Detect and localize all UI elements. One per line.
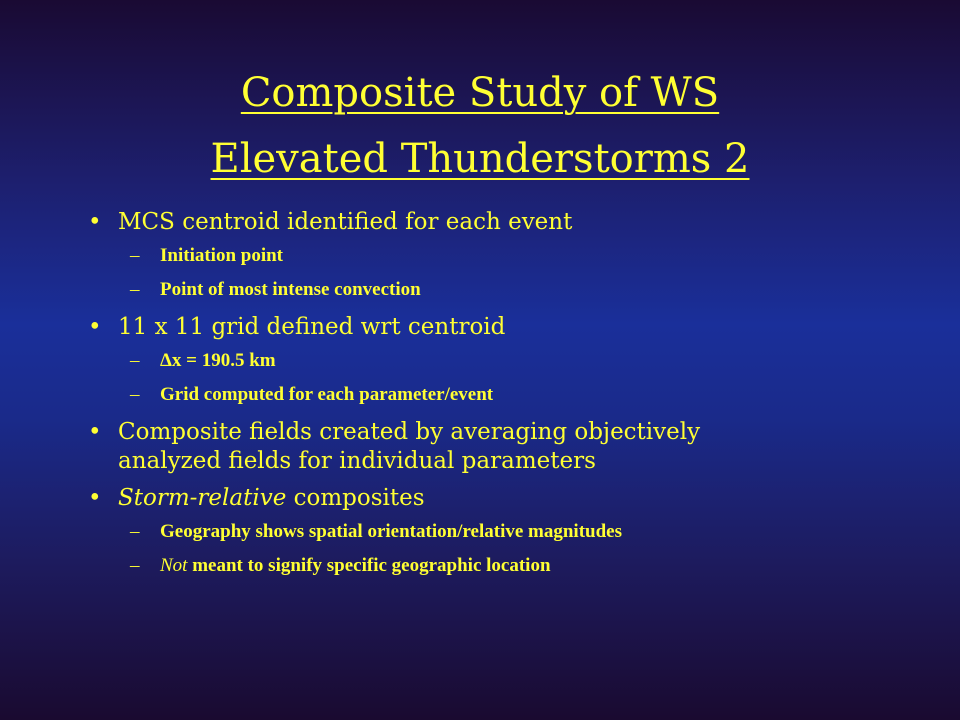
sub-bullet-item <box>88 521 938 543</box>
bullet-text-line2: analyzed fields for individual parameters <box>118 448 596 474</box>
bullet-text-italic: Storm-relative <box>118 485 287 511</box>
bullet-glyph: • <box>88 314 102 340</box>
bullet-item <box>88 208 938 237</box>
bullet-glyph: • <box>88 209 102 235</box>
bullet-item <box>88 484 938 513</box>
bullet-text: composites <box>286 485 425 511</box>
dash-glyph: – <box>130 521 140 542</box>
sub-bullet-item <box>88 350 938 372</box>
bullet-text: 11 x 11 grid defined wrt centroid <box>118 314 506 340</box>
dash-glyph: – <box>130 245 140 266</box>
sub-bullet-text: Initiation point <box>160 245 284 266</box>
bullet-glyph: • <box>88 485 102 511</box>
dash-glyph: – <box>130 350 140 371</box>
bullet-list <box>88 208 938 589</box>
slide-title-line1: Composite Study of WS <box>240 70 720 116</box>
dash-glyph: – <box>130 555 140 576</box>
bullet-glyph: • <box>88 419 102 445</box>
sub-bullet-text: meant to signify specific geographic location <box>187 555 551 576</box>
slide-title <box>0 60 960 192</box>
sub-bullet-text-italic: Not <box>160 555 188 576</box>
dash-glyph: – <box>130 384 140 405</box>
sub-bullet-item <box>88 555 938 577</box>
bullet-item <box>88 313 938 342</box>
sub-bullet-text: Δx = 190.5 km <box>160 350 276 371</box>
sub-bullet-text: Geography shows spatial orientation/relative magnitudes <box>160 521 622 542</box>
sub-bullet-text: Grid computed for each parameter/event <box>160 384 494 405</box>
bullet-item <box>88 418 938 476</box>
sub-bullet-item <box>88 384 938 406</box>
slide-title-line2: Elevated Thunderstorms 2 <box>210 136 750 182</box>
bullet-text: MCS centroid identified for each event <box>118 209 573 235</box>
sub-bullet-item <box>88 245 938 267</box>
dash-glyph: – <box>130 279 140 300</box>
bullet-text-line1: Composite fields created by averaging objectively <box>118 419 701 445</box>
sub-bullet-text: Point of most intense convection <box>160 279 421 300</box>
sub-bullet-item <box>88 279 938 301</box>
